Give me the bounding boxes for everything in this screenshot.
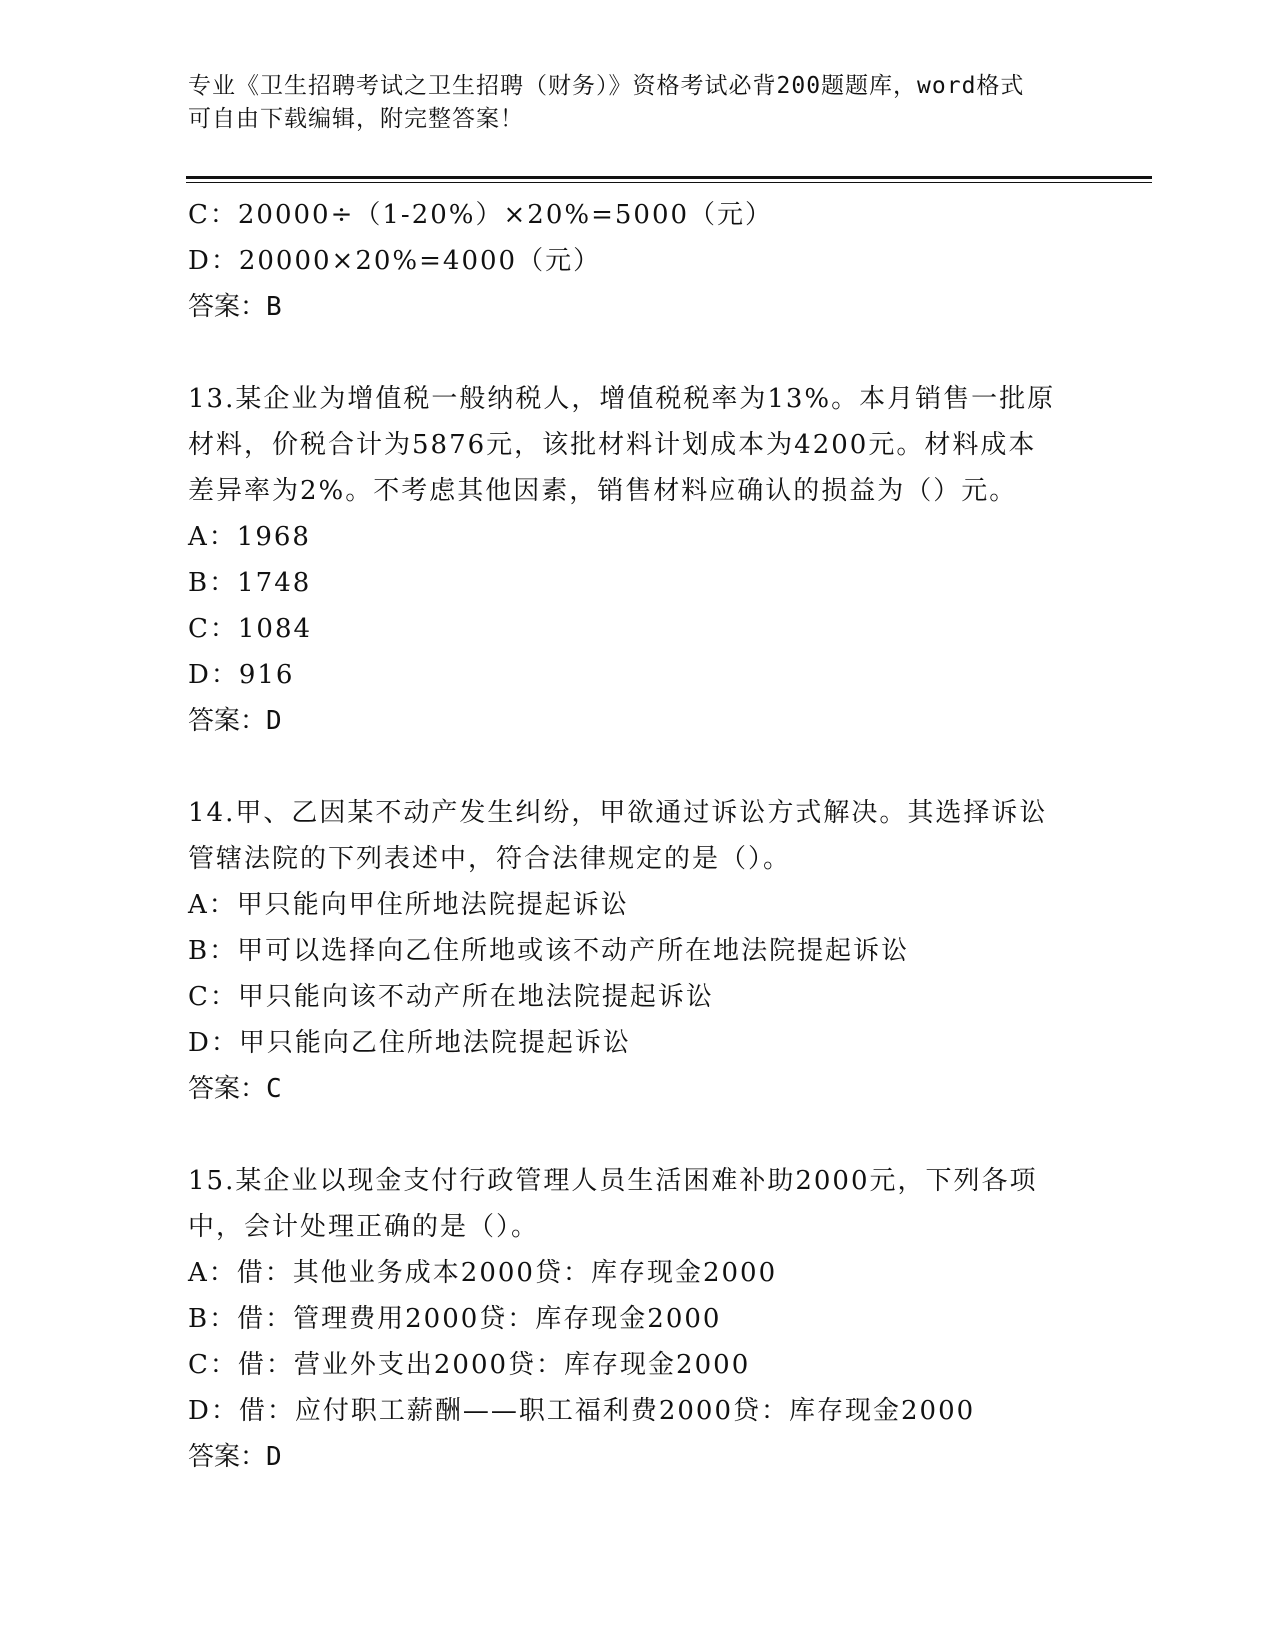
- option-a: A：借：其他业务成本2000贷：库存现金2000: [188, 1258, 778, 1288]
- option-a: A：甲只能向甲住所地法院提起诉讼: [188, 890, 629, 920]
- question-stem-line: 15.某企业以现金支付行政管理人员生活困难补助2000元，下列各项: [188, 1166, 1038, 1196]
- header-line-2: 可自由下载编辑，附完整答案！: [188, 106, 524, 132]
- option-c: C：1084: [188, 614, 313, 644]
- question-stem-line: 中，会计处理正确的是（）。: [188, 1212, 540, 1242]
- spacer: [188, 330, 1088, 376]
- question-15: [188, 1158, 1088, 1480]
- header-line-1: 专业《卫生招聘考试之卫生招聘（财务）》资格考试必背200题题库，word格式: [188, 73, 1025, 99]
- question-stem-line: 材料，价税合计为5876元，该批材料计划成本为4200元。材料成本: [188, 430, 1037, 460]
- header-divider-thick: [186, 176, 1152, 179]
- option-a: A：1968: [188, 522, 311, 552]
- answer-line: 答案：D: [188, 1442, 282, 1472]
- question-stem-line: 差异率为2%。不考虑其他因素，销售材料应确认的损益为（）元。: [188, 476, 1018, 506]
- answer-line: 答案：D: [188, 706, 282, 736]
- question-stem-line: 管辖法院的下列表述中，符合法律规定的是（）。: [188, 844, 792, 874]
- answer-line: 答案：C: [188, 1074, 282, 1104]
- document-body: [188, 192, 1088, 1480]
- question-12-continuation: [188, 192, 1088, 330]
- answer-line: 答案：B: [188, 292, 282, 322]
- question-14: [188, 790, 1088, 1112]
- option-c: C：借：营业外支出2000贷：库存现金2000: [188, 1350, 751, 1380]
- question-13: [188, 376, 1088, 744]
- option-c: C：甲只能向该不动产所在地法院提起诉讼: [188, 982, 714, 1012]
- spacer: [188, 744, 1088, 790]
- option-d: D：借：应付职工薪酬——职工福利费2000贷：库存现金2000: [188, 1396, 976, 1426]
- option-d: D：甲只能向乙住所地法院提起诉讼: [188, 1028, 631, 1058]
- option-c: C：20000÷（1-20%）×20%=5000（元）: [188, 200, 774, 230]
- spacer: [188, 1112, 1088, 1158]
- option-b: B：甲可以选择向乙住所地或该不动产所在地法院提起诉讼: [188, 936, 910, 966]
- header-divider-thin: [186, 182, 1152, 183]
- document-header: [188, 70, 1088, 136]
- option-b: B：1748: [188, 568, 312, 598]
- question-stem-line: 14.甲、乙因某不动产发生纠纷，甲欲通过诉讼方式解决。其选择诉讼: [188, 798, 1048, 828]
- question-stem-line: 13.某企业为增值税一般纳税人，增值税税率为13%。本月销售一批原: [188, 384, 1056, 414]
- option-d: D：20000×20%=4000（元）: [188, 246, 602, 276]
- option-d: D：916: [188, 660, 295, 690]
- option-b: B：借：管理费用2000贷：库存现金2000: [188, 1304, 722, 1334]
